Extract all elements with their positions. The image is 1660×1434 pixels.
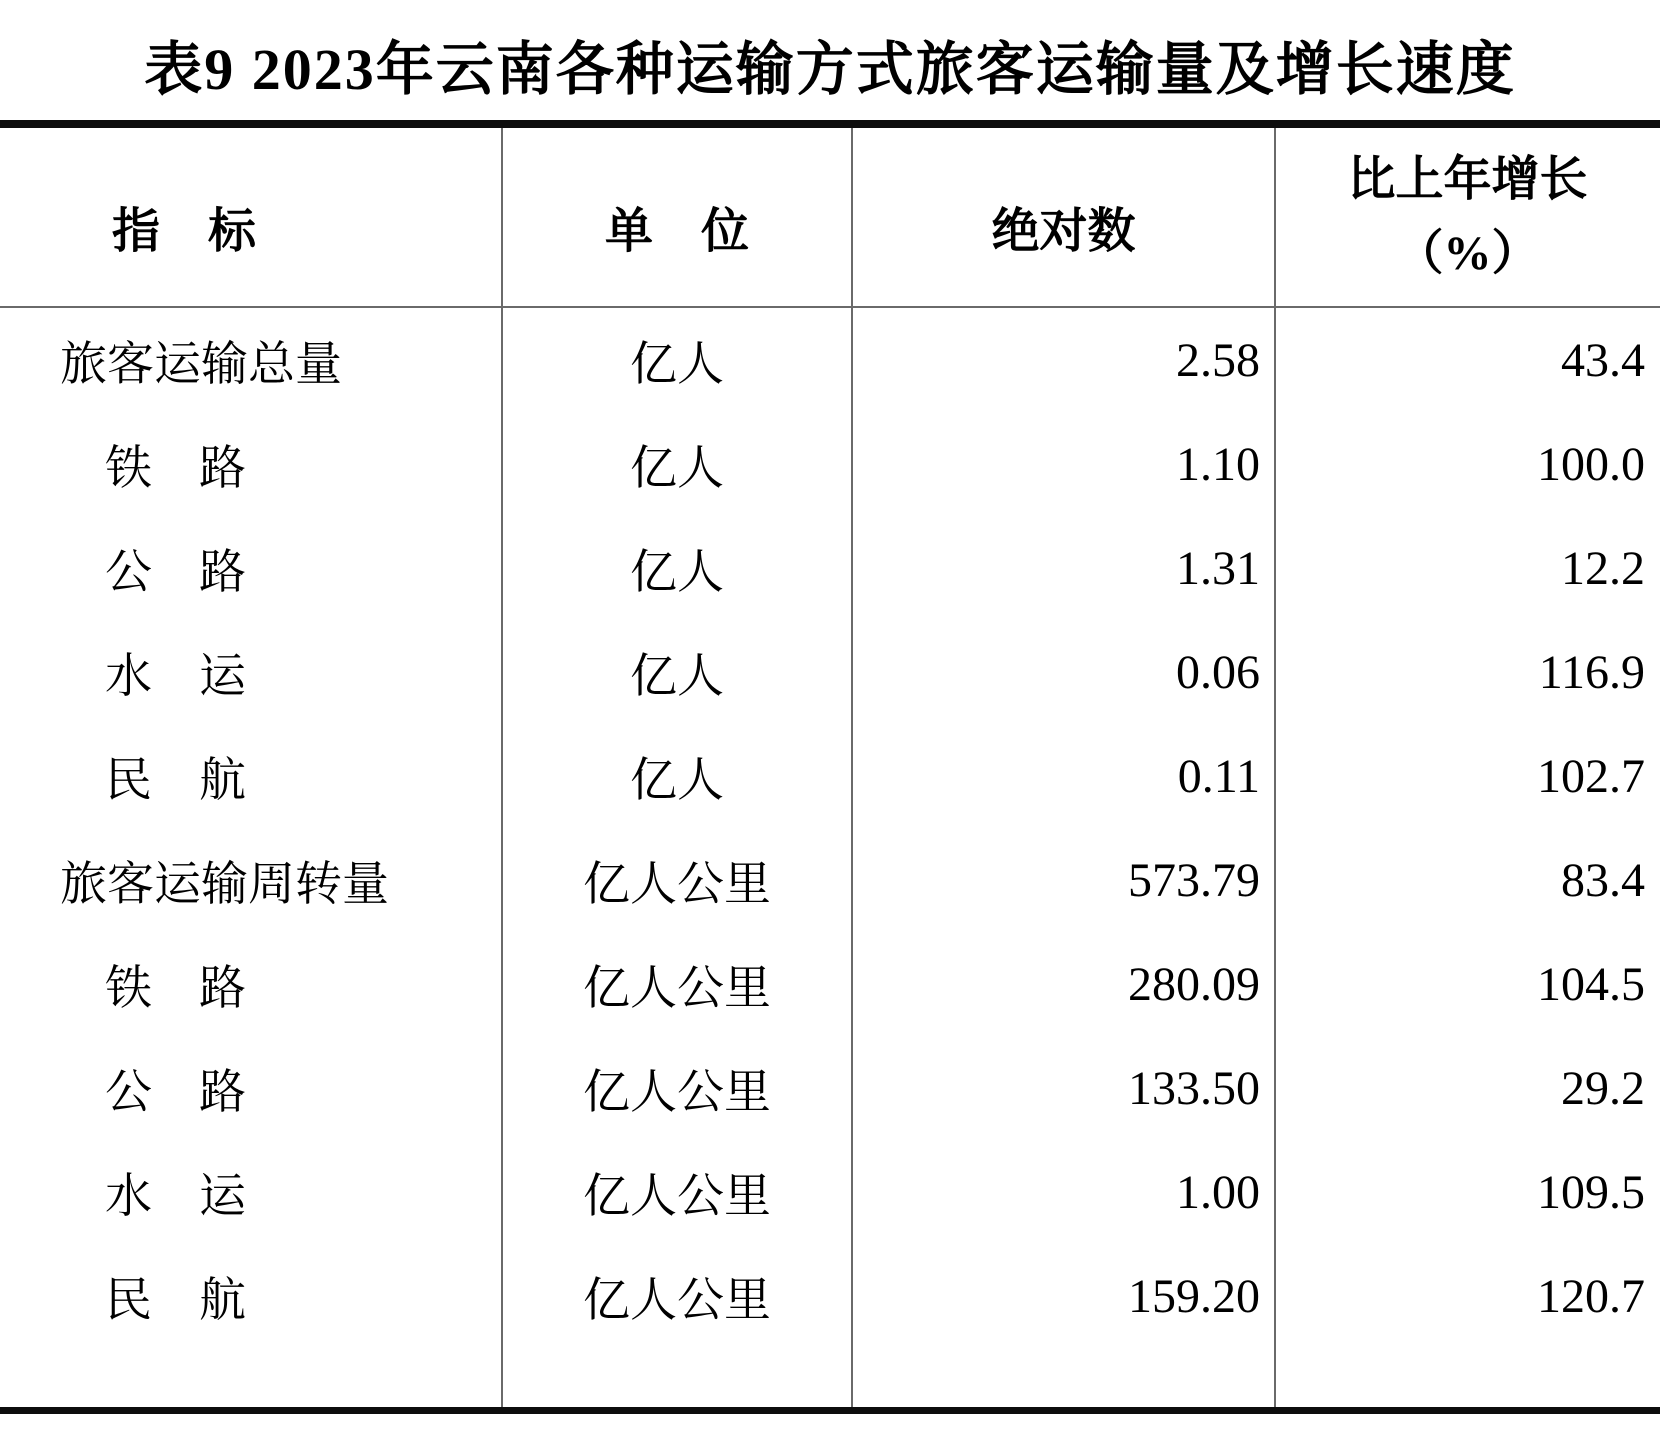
column-divider-2	[851, 128, 853, 1407]
table-bottom-spacer	[0, 1348, 1660, 1407]
unit-cell: 亿人公里	[583, 1274, 771, 1327]
indicator-cell: 民 航	[105, 754, 246, 807]
growth-value-cell: 100.0	[1537, 437, 1645, 491]
table-row	[0, 724, 1660, 828]
growth-value-cell: 43.4	[1561, 333, 1645, 387]
absolute-value-cell: 1.10	[1176, 437, 1260, 491]
table-row	[0, 1140, 1660, 1244]
indicator-cell: 铁 路	[105, 442, 246, 495]
table-row	[0, 412, 1660, 516]
unit-cell: 亿人	[630, 650, 724, 703]
table-header-row	[0, 128, 1660, 308]
column-divider-1	[501, 128, 503, 1407]
unit-cell: 亿人公里	[583, 962, 771, 1015]
absolute-value-cell: 280.09	[1128, 957, 1260, 1011]
table-row	[0, 1244, 1660, 1348]
indicator-cell: 水 运	[105, 650, 246, 703]
table-row	[0, 308, 1660, 412]
absolute-value-cell: 133.50	[1128, 1061, 1260, 1115]
unit-cell: 亿人	[630, 338, 724, 391]
unit-cell: 亿人	[630, 754, 724, 807]
header-indicator: 指 标	[112, 204, 257, 258]
absolute-value-cell: 0.06	[1176, 645, 1260, 699]
data-table	[0, 120, 1660, 1414]
growth-value-cell: 12.2	[1561, 541, 1645, 595]
table-row	[0, 828, 1660, 932]
unit-cell: 亿人公里	[583, 1066, 771, 1119]
indicator-cell: 铁 路	[105, 962, 246, 1015]
absolute-value-cell: 1.31	[1176, 541, 1260, 595]
header-unit: 单 位	[604, 204, 749, 258]
table-title: 表9 2023年云南各种运输方式旅客运输量及增长速度	[144, 37, 1516, 102]
indicator-cell: 民 航	[105, 1274, 246, 1327]
growth-value-cell: 116.9	[1538, 645, 1645, 699]
indicator-cell: 水 运	[105, 1170, 246, 1223]
absolute-value-cell: 159.20	[1128, 1269, 1260, 1323]
growth-value-cell: 102.7	[1537, 749, 1645, 803]
unit-cell: 亿人	[630, 442, 724, 495]
growth-value-cell: 109.5	[1537, 1165, 1645, 1219]
table-row	[0, 620, 1660, 724]
absolute-value-cell: 2.58	[1176, 333, 1260, 387]
unit-cell: 亿人	[630, 546, 724, 599]
table-row	[0, 516, 1660, 620]
header-absolute: 绝对数	[991, 204, 1136, 258]
absolute-value-cell: 573.79	[1128, 853, 1260, 907]
growth-value-cell: 29.2	[1561, 1061, 1645, 1115]
growth-value-cell: 104.5	[1537, 957, 1645, 1011]
header-growth-line1: 比上年增长	[1347, 153, 1588, 206]
column-divider-3	[1274, 128, 1276, 1407]
table-row	[0, 932, 1660, 1036]
absolute-value-cell: 0.11	[1177, 749, 1260, 803]
growth-value-cell: 120.7	[1537, 1269, 1645, 1323]
unit-cell: 亿人公里	[583, 858, 771, 911]
header-growth	[1275, 128, 1660, 306]
absolute-value-cell: 1.00	[1176, 1165, 1260, 1219]
table-row	[0, 1036, 1660, 1140]
growth-value-cell: 83.4	[1561, 853, 1645, 907]
indicator-cell: 旅客运输总量	[60, 338, 342, 391]
indicator-cell: 公 路	[105, 1066, 246, 1119]
header-growth-line2: （%）	[1395, 227, 1540, 280]
indicator-cell: 旅客运输周转量	[60, 858, 389, 911]
unit-cell: 亿人公里	[583, 1170, 771, 1223]
indicator-cell: 公 路	[105, 546, 246, 599]
